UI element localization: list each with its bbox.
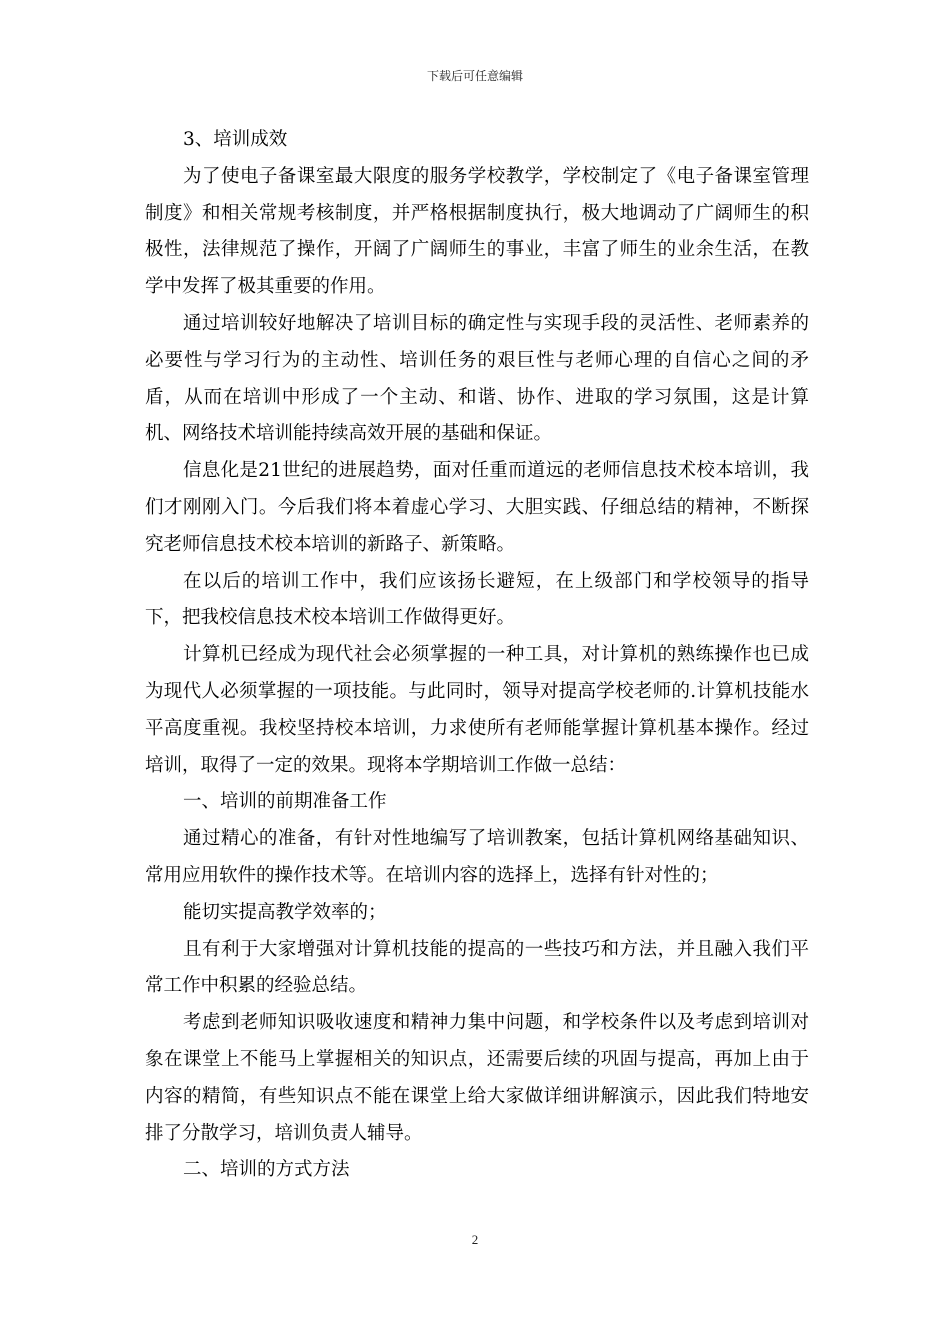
section-heading-preparation: 一、培训的前期准备工作 (183, 791, 387, 813)
paragraph: 信息化是21世纪的进展趋势，面对任重而道远的老师信息技术校本培训，我们才刚刚入门。今后我们将本着虚心学习、大胆实践、仔细总结的精神，不断探究老师信息技术校本培训的新路子、新策略。 (145, 460, 809, 555)
paragraph: 计算机已经成为现代社会必须掌握的一种工具，对计算机的熟练操作也已成为现代人必须掌握的一项技能。与此同时，领导对提高学校老师的.计算机技能水平高度重视。我校坚持校本培训，力求使所有老师能掌握计算机基本操作。经过培训，取得了一定的效果。现将本学期培训工作做一总结： (145, 644, 809, 776)
paragraph: 通过培训较好地解决了培训目标的确定性与实现手段的灵活性、老师素养的必要性与学习行为的主动性、培训任务的艰巨性与老师心理的自信心之间的矛盾，从而在培训中形成了一个主动、和谐、协作、进取的学习氛围，这是计算机、网络技术培训能持续高效开展的基础和保证。 (145, 312, 809, 445)
paragraph: 在以后的培训工作中，我们应该扬长避短，在上级部门和学校领导的指导下，把我校信息技术校本培训工作做得更好。 (145, 570, 809, 629)
paragraph: 通过精心的准备，有针对性地编写了培训教案，包括计算机网络基础知识、常用应用软件的操作技术等。在培训内容的选择上，选择有针对性的； (145, 828, 809, 886)
page-number: 2 (471, 1232, 479, 1247)
document-body (145, 122, 809, 1189)
paragraph: 能切实提高教学效率的； (183, 901, 387, 923)
section-heading-methods: 二、培训的方式方法 (183, 1159, 350, 1181)
section-heading-results: 3、培训成效 (183, 129, 288, 150)
paragraph: 考虑到老师知识吸收速度和精神力集中问题，和学校条件以及考虑到培训对象在课堂上不能马上掌握相关的知识点，还需要后续的巩固与提高，再加上由于内容的精简，有些知识点不能在课堂上给大家做详细讲解演示，因此我们特地安排了分散学习，培训负责人辅导。 (145, 1012, 809, 1144)
paragraph: 且有利于大家增强对计算机技能的提高的一些技巧和方法，并且融入我们平常工作中积累的经验总结。 (145, 938, 809, 997)
paragraph: 为了使电子备课室最大限度的服务学校教学，学校制定了《电子备课室管理制度》和相关常规考核制度，并严格根据制度执行，极大地调动了广阔师生的积极性，法律规范了操作，开阔了广阔师生的事业，丰富了师生的业余生活，在教学中发挥了极其重要的作用。 (145, 165, 809, 298)
page-header: 下载后可任意编辑 (426, 69, 523, 83)
